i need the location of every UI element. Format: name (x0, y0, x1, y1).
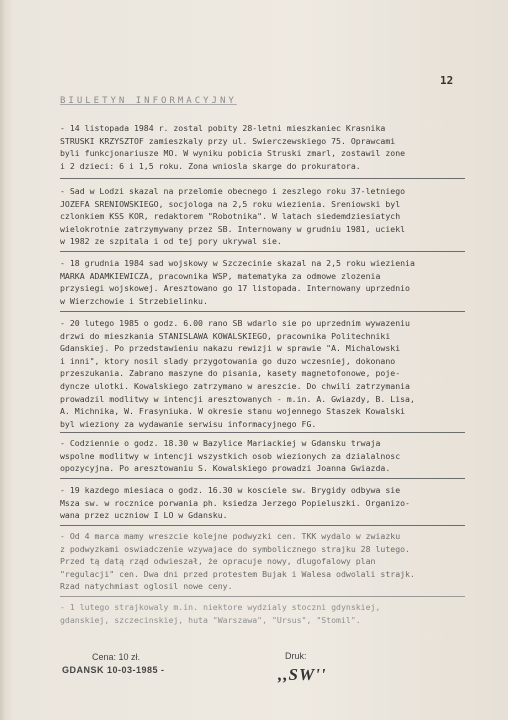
text-line: dyncze ulotki. Kowalskiego zatrzymano w areszcie. Do chwili zatrzymania (60, 380, 410, 391)
page-binding-edge (0, 0, 6, 720)
printer-name: ,,SW'' (278, 665, 327, 684)
divider-line (60, 251, 465, 252)
price-label: Cena: 10 zł. (92, 652, 141, 662)
news-item (60, 317, 465, 430)
text-line: przysiegi wojskowej. Aresztowano go 17 listopada. Internowany uprzednio (60, 283, 410, 294)
divider-line (60, 596, 465, 597)
news-item (60, 257, 465, 307)
text-line: - 14 listopada 1984 r. zostal pobity 28-letni mieszkaniec Krasnika (60, 123, 386, 133)
divider-line (60, 525, 465, 526)
text-line: wspolne modlitwy w intencji wszystkich osob wiezionych za dzialalnosc (60, 450, 401, 461)
text-line: - 1 lutego strajkowaly m.in. niektore wydzialy stoczni gdynskiej, (60, 602, 381, 612)
text-line: - Od 4 marca mamy wreszcie kolejne podwyzki cen. TKK wydalo w zwiazku (60, 531, 401, 541)
text-line: Gdanskiej. Po przedstawieniu nakazu rewizji w sprawie "A. Michalowski (60, 343, 401, 354)
text-line: drzwi do mieszkania STANISLAWA KOWALSKIEGO, pracownika Politechniki (60, 330, 391, 341)
text-line: byli funkcjonariusze MO. W wyniku pobicia Struski zmarl, zostawil zone (60, 148, 406, 159)
text-line: w Wierzchowie i Strzebielinku. (60, 295, 208, 306)
text-line: JOZEFA SRENIOWSKIEGO, socjologa na 2,5 roku wiezienia. Sreniowski byl (60, 198, 401, 209)
news-item (60, 437, 465, 475)
page-number: 12 (440, 74, 454, 87)
text-line: w 1982 ze szpitala i od tej pory ukrywal sie. (60, 236, 282, 247)
text-line: gdanskiej, szczecinskiej, huta "Warszawa", "Ursus", "Stomil". (60, 614, 361, 625)
divider-line (60, 311, 465, 312)
text-line: A. Michnika, W. Frasyniuka. W okresie stanu wojennego Staszek Kowalski (60, 406, 406, 417)
text-line: - 18 grudnia 1984 sad wojskowy w Szczecinie skazal na 2,5 roku wiezienia (60, 258, 415, 268)
text-line: wana przez uczniow I LO w Gdansku. (60, 510, 228, 521)
news-item (60, 185, 465, 248)
text-line: STRUSKI KRZYSZTOF zamieszkaly przy ul. Swierczewskiego 75. Oprawcami (60, 135, 396, 146)
text-line: - 19 kazdego miesiaca o godz. 16.30 w kosciele sw. Brygidy odbywa sie (60, 485, 401, 495)
text-line: byl wieziony za wydawanie serwisu informacyjnego FG. (60, 418, 317, 429)
text-line: opozycyjna. Po aresztowaniu S. Kowalskiego prowadzi Joanna Gwiazda. (60, 463, 391, 474)
text-line: i inni", ktory nosil slady przygotowania go duzo wczesniej, dokonano (60, 355, 396, 366)
news-item (60, 484, 465, 522)
text-line: Przed tą datą rząd odwieszał, że opracuje nowy, dlugofalowy plan (60, 556, 376, 567)
imprint-block (62, 652, 165, 675)
text-line: przeszukania. Zabrano maszyne do pisania, kasety magnetofonowe, poje- (60, 368, 401, 379)
divider-line (60, 178, 465, 179)
text-line: MARKA ADAMKIEWICZA, pracownika WSP, matematyka za odmowe zlozenia (60, 270, 381, 281)
text-line: - Sad w Lodzi skazal na przelomie obecnego i zeszlego roku 37-letniego (60, 186, 406, 196)
text-line: - Codziennie o godz. 18.30 w Bazylice Mariackiej w Gdansku trwaja (60, 438, 381, 448)
printer-label: Druk: (285, 651, 307, 661)
text-line: "regulacji" cen. Dwa dni przed protestem Bujak i Walesa odwolali strajk. (60, 568, 415, 579)
text-line: z podwyzkami oswiadczenie wzywajace do symbolicznego strajku 28 lutego. (60, 543, 410, 554)
text-line: - 20 lutego 1985 o godz. 6.00 rano SB wdarlo sie po uprzednim wywazeniu (60, 318, 410, 328)
divider-line (60, 432, 465, 433)
news-item (60, 122, 465, 172)
bulletin-heading: BIULETYN INFORMACYJNY (60, 96, 237, 106)
text-line: prowadzil modlitwy w intencji aresztowanych - m.in. A. Gwiazdy, B. Lisa, (60, 393, 415, 404)
news-item (60, 530, 465, 593)
text-line: Msza sw. w rocznice porwania ph. ksiedza Jerzego Popieluszki. Organizo- (60, 497, 410, 508)
text-line: czlonkiem KSS KOR, redaktorem "Robotnika". W latach siedemdziesiatych (60, 211, 401, 222)
place-date: GDANSK 10-03-1985 - (62, 665, 165, 675)
divider-line (60, 478, 465, 479)
news-item (60, 601, 465, 626)
text-line: wielokrotnie zatrzymywany przez SB. Internowany w grudniu 1981, uciekl (60, 223, 406, 234)
text-line: Rzad natychmiast oglosil nowe ceny. (60, 581, 233, 592)
text-line: i 2 dzieci: 6 i 1,5 roku. Zona wniosla skarge do prokuratora. (60, 160, 361, 171)
